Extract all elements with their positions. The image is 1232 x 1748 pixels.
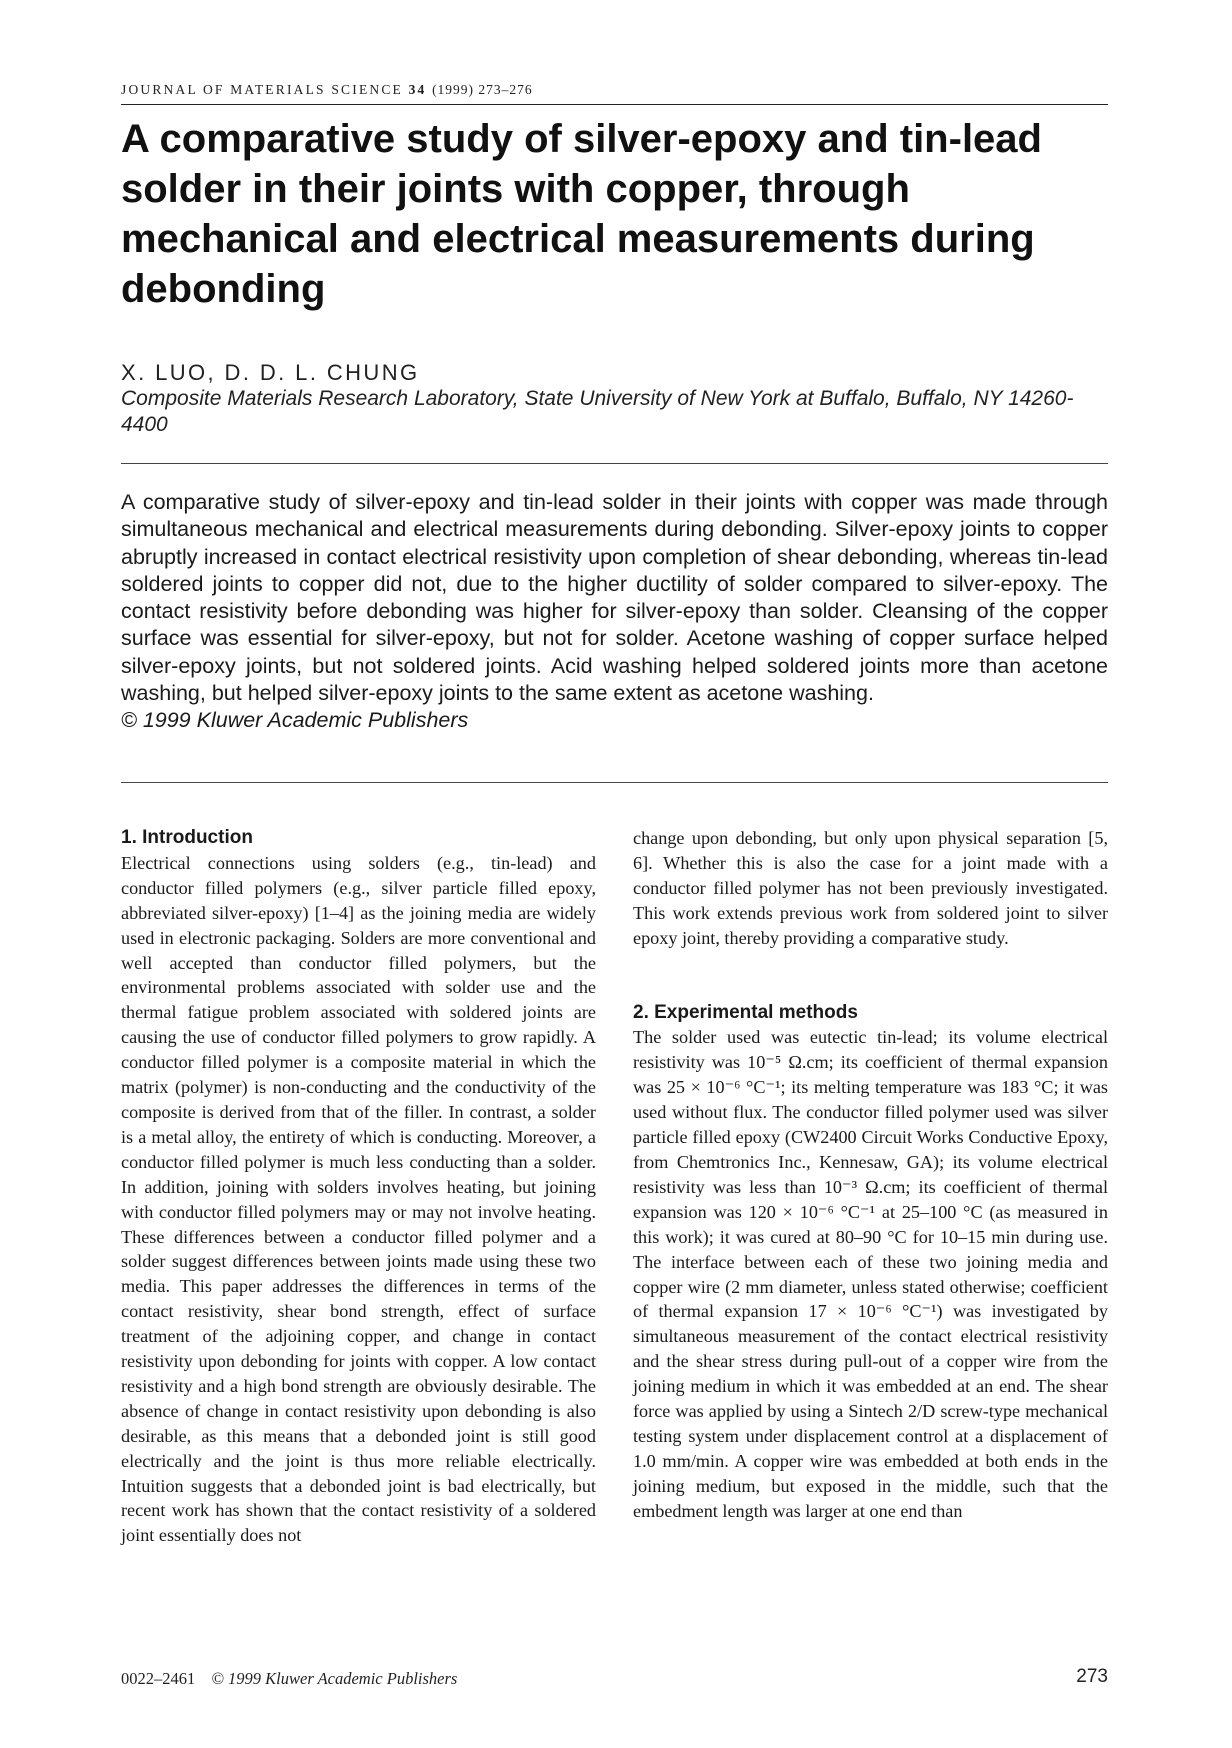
left-column — [121, 826, 596, 1548]
journal-year-pages: (1999) 273–276 — [432, 82, 533, 97]
footer-issn: 0022–2461 — [121, 1669, 196, 1688]
introduction-continued: change upon debonding, but only upon physical separation [5, 6]. Whether this is also the case for a joint made with a conductor filled polymer has not been previously investigated. This work extends previous work from soldered joint to silver epoxy joint, thereby providing a comparative study. — [633, 828, 1108, 948]
introduction-heading: 1. Introduction — [121, 827, 253, 848]
abstract-top-rule — [121, 463, 1108, 464]
footer-copyright: © 1999 Kluwer Academic Publishers — [211, 1669, 458, 1688]
abstract-copyright: © 1999 Kluwer Academic Publishers — [121, 708, 469, 733]
abstract-text: A comparative study of silver-epoxy and tin-lead solder in their joints with copper was made through simultaneous mechanical and electrical measurements during debonding. Silver-epoxy joints to copper abruptly increased in contact electrical resistivity upon completion of shear debonding, whereas tin-lead soldered joints to copper did not, due to the higher ductility of solder compared to silver-epoxy. The contact resistivity before debonding was higher for silver-epoxy than solder. Cleansing of the copper surface was essential for silver-epoxy, but not for solder. Acetone washing of copper surface helped silver-epoxy joints, but not soldered joints. Acid washing helped soldered joints more than acetone washing, but helped silver-epoxy joints to the same extent as acetone washing. — [121, 490, 1108, 706]
methods-paragraph: The solder used was eutectic tin-lead; its volume electrical resistivity was 10⁻⁵ Ω.cm; its coefficient of thermal expansion was 25 × 10⁻⁶ °C⁻¹; its melting temperature was 183 °C; it was used without flux. The conductor filled polymer used was silver particle filled epoxy (CW2400 Circuit Works Conductive Epoxy, from Chemtronics Inc., Kennesaw, GA); its volume electrical resistivity was less than 10⁻³ Ω.cm; its coefficient of thermal expansion was 120 × 10⁻⁶ °C⁻¹ at 25–100 °C (as measured in this work); it was cured at 80–90 °C for 10–15 min during use. The interface between each of these two joining media and copper wire (2 mm diameter, unless stated otherwise; coefficient of thermal expansion 17 × 10⁻⁶ °C⁻¹) was investigated by simultaneous measurement of the contact electrical resistivity and the shear stress during pull-out of a copper wire from the joining medium in which it was embedded at an end. The shear force was applied by using a Sintech 2/D screw-type mechanical testing system under displacement control at a displacement of 1.0 mm/min. A copper wire was embedded at both ends in the joining medium, but exposed in the middle, such that the embedment length was larger at one end than — [633, 1027, 1108, 1521]
footer-issn-copyright — [121, 1669, 457, 1689]
header-rule — [121, 104, 1108, 105]
authors: X. LUO, D. D. L. CHUNG — [121, 360, 420, 385]
journal-volume: 34 — [408, 82, 427, 97]
methods-heading: 2. Experimental methods — [633, 1001, 858, 1023]
journal-name: JOURNAL OF MATERIALS SCIENCE — [121, 82, 403, 97]
introduction-paragraph: Electrical connections using solders (e.g., tin-lead) and conductor filled polymers (e.g., silver particle filled epoxy, abbreviated silver-epoxy) [1–4] as the joining media are widely used in electronic packaging. Solders are more conventional and well accepted than conductor filled polymers, but the environmental problems associated with solder use and the thermal fatigue problem associated with soldered joints are causing the use of conductor filled polymers to grow rapidly. A conductor filled polymer is a composite material in which the matrix (polymer) is non-conducting and the conductivity of the composite is derived from that of the filler. In contrast, a solder is a metal alloy, the entirety of which is conducting. Moreover, a conductor filled polymer is much less conducting than a solder. In addition, joining with solders involves heating, but joining with conductor filled polymers may or may not involve heating. These differences between a conductor filled polymer and a solder suggest differences between joints made using these two media. This paper addresses the differences in terms of the contact resistivity, shear bond strength, effect of surface treatment of the adjoining copper, and change in contact resistivity upon debonding for joints with copper. A low contact resistivity and a high bond strength are obviously desirable. The absence of change in contact resistivity upon debonding is also desirable, as this means that a debonded joint is still good electrically and the joint is thus more reliable electrically. Intuition suggests that a debonded joint is bad electrically, but recent work has shown that the contact resistivity of a soldered joint essentially does not — [121, 852, 596, 1546]
journal-header — [121, 82, 533, 98]
page-number: 273 — [1076, 1666, 1108, 1687]
abstract-bottom-rule — [121, 782, 1108, 783]
affiliation: Composite Materials Research Laboratory, State University of New York at Buffalo, Buffalo, NY 14260-4400 — [121, 387, 1074, 436]
right-column — [633, 826, 1108, 1524]
abstract — [121, 489, 1108, 735]
paper-title: A comparative study of silver-epoxy and tin-lead solder in their joints with copper, through mechanical and electrical measurements during debonding — [121, 117, 1042, 311]
